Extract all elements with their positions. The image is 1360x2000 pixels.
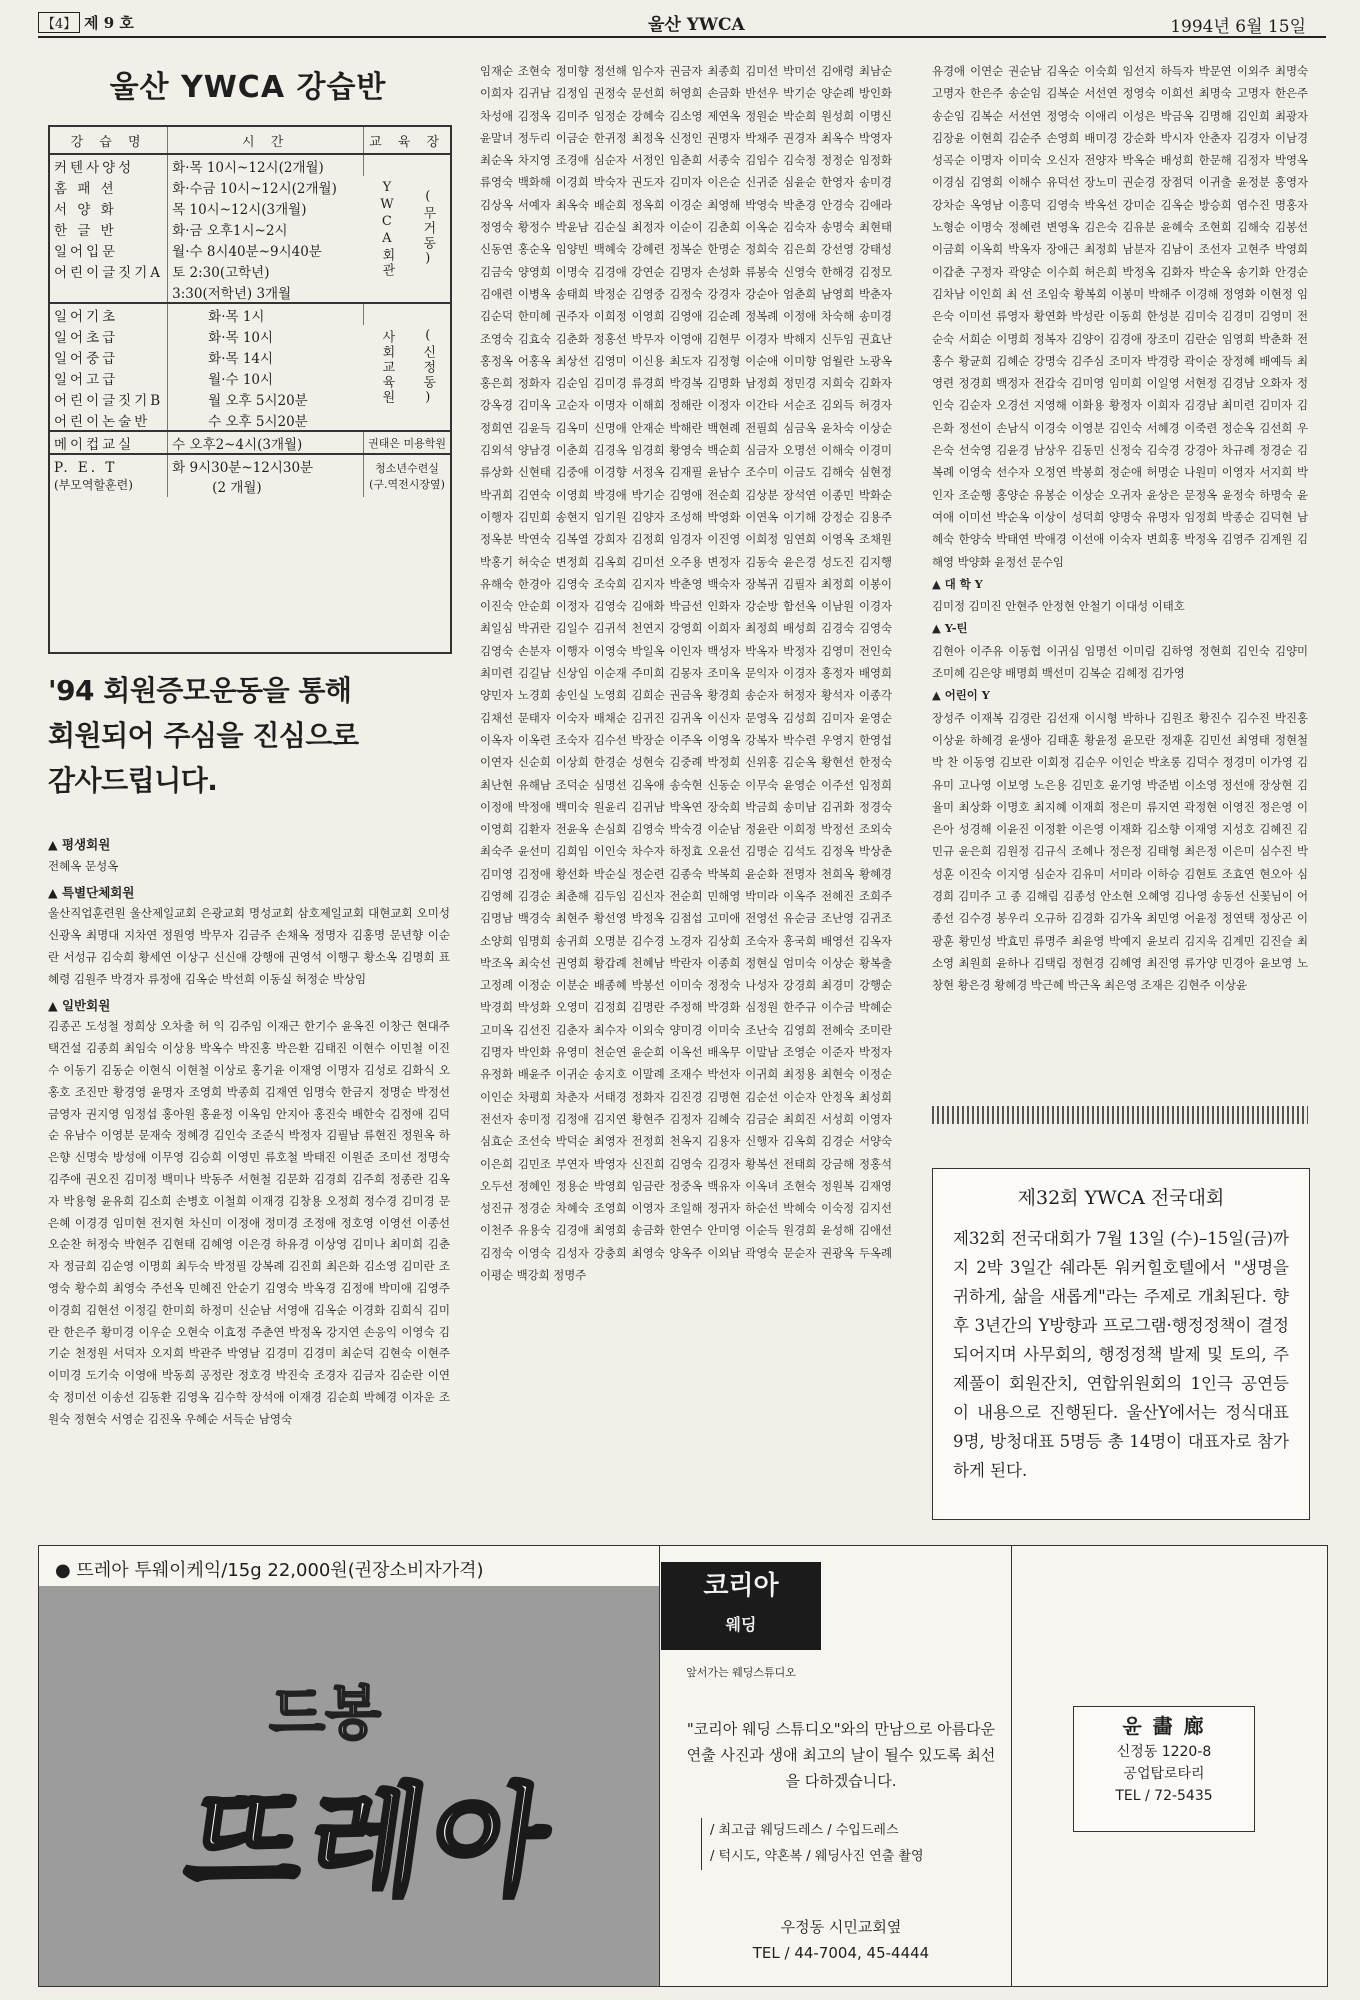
ad-yoon-gallery [1013, 1546, 1327, 1986]
general-label: ▲ 일반회원 [48, 997, 111, 1013]
special-members: 울산직업훈련원 울산제일교회 은광교회 명성교회 삼호제일교회 대현교회 오미성 신광옥 최명대 지차연 정원영 박무자 김금주 손채옥 정명자 김홍명 문년향 이순란 서성규 김숙희 황세연 이상구 신신애 강행애 권영석 이행구 황소옥 김명희 표혜령 김원주 박경자 류정애 김옥순 박선희 이동실 허정순 박상임 [48, 906, 450, 986]
classes-table [50, 127, 450, 497]
class-place-line: (구.역전시장옆) [369, 478, 445, 491]
class-time: 월 오후 5시20분 [208, 392, 308, 409]
drive-heading-line: 회원되어 주심을 진심으로 [48, 719, 359, 752]
class-name-line: P. E. T [54, 459, 118, 476]
gallery-tel: TEL / 72-5435 [1115, 1788, 1213, 1804]
wedding-service-line: / 턱시도, 약혼복 / 웨딩사진 연출 촬영 [710, 1849, 924, 1864]
member-column-1 [48, 830, 450, 1431]
wedding-logo [661, 1562, 821, 1650]
class-time [168, 454, 364, 497]
ad-product-tag: ● 뜨레아 투웨이케익/15g 22,000원(권장소비자가격) [55, 1560, 484, 1581]
teen-label: ▲ Y-틴 [932, 621, 968, 636]
class-time: 화·수금 10시~12시(2개월) [172, 180, 337, 197]
class-name: 일어입문 [50, 239, 168, 260]
class-time-line: (2 개월) [212, 480, 262, 496]
place-ywca-hall: YWCA회관 [379, 179, 395, 278]
class-time: 목 10시~12시(3개월) [172, 201, 307, 218]
wedding-services [701, 1818, 1010, 1870]
issue-number: 제 9 호 [84, 14, 134, 32]
assembly-body: 제32회 전국대회가 7월 13일 (수)–15일(금)까지 2박 3일간 쉐라톤 워커힐호텔에서 "생명을 귀하게, 삶을 새롭게"라는 주제로 개최된다. 향후 3년간의 Y방향과 프로그램·행정정책이 결정 되어지며 사무회의, 행정정책 발제 및 토의, 주제풀이 회원잔치, 연합위원회의 1인극 공연등이 내용으로 진행된다. 울산Y에서는 정식대표 9명, 방청대표 5명등 총 14명이 대표자로 참가하게 된다. [953, 1229, 1289, 1480]
duration-note: 3개월 [256, 285, 292, 302]
class-time: 화·목 10시~12시(2개월) [168, 154, 364, 176]
classes-table-box [48, 125, 452, 654]
member-column-3 [932, 60, 1308, 1100]
class-name: 홈 패 션 [50, 176, 168, 197]
class-name: 메이컵교실 [50, 431, 168, 454]
class-name: 어린이논술반 [50, 409, 168, 431]
class-name: 어린이글짓기B [50, 388, 168, 409]
member-names: 유경애 이연순 권순남 김옥순 이숙희 임선지 하득자 박문연 이외주 최명숙 고명자 한은주 송순임 김복순 서선연 정영숙 이희선 최명숙 고명자 한은주 송순임 김복순 서선연 정영숙 이애리 이성은 박금옥 김명해 김인희 최광자 김장윤 이현희 김순주 손영희 배미경 강순화 박시자 안춘자 김경자 이남경 성곡순 이명자 이미숙 오신자 전양자 박옥순 배성희 한문해 김정자 박영옥 이경심 김영희 이해수 유덕선 장노미 권순경 장점덕 이귀출 윤정분 홍영자 강차순 옥영남 이흥덕 김영숙 박옥선 강미순 김옥순 방승희 염수진 명홍자 노형순 이명숙 정혜련 변영옥 김은숙 김유분 윤혜숙 조현희 김해숙 김봉선 이금희 이옥희 박옥자 장애근 최정희 남분자 김남이 조선자 고현주 박영희 이갑춘 구정자 곽양순 이수희 허은희 박정옥 김화자 박순옥 송기화 안경순 김차남 이인희 최 선 조임숙 황복희 이봉미 박해주 이경해 정영화 이현정 임은숙 이미선 류영자 황연화 박성란 이동희 한성분 김미숙 김경미 김영미 전순숙 서희순 이명희 정복자 김양이 김경애 장조미 김란순 임영희 박춘화 전홍수 황균희 김혜순 강명숙 김주심 조미자 박경랑 곽이순 장정혜 배예득 최영련 정경희 백정자 전갑숙 김미영 임미희 이일영 서현정 김경남 오화자 정인숙 김순자 오경선 지영해 이화용 황정자 이희자 김경남 최미련 김미자 김은화 정선이 손남식 이경숙 이영분 김인숙 서혜경 이죽련 정순옥 김선희 우은숙 선숙영 김윤경 남상우 김동민 신정숙 김숙경 강경아 차규례 정경순 김복례 이영숙 선수자 오정연 박봉희 정순애 허명순 나원미 이영자 서지희 박인자 조순행 홍양순 유봉순 이상순 오귀자 윤상은 문정옥 윤정숙 하명숙 윤여애 이미선 박순옥 이상이 성덕희 양명숙 유명자 임정희 박종순 김덕현 남혜숙 한양숙 박태연 박애경 이선애 이숙자 변희홍 박정옥 김영주 김계원 김해영 박양화 윤정선 문수임 [932, 64, 1308, 569]
page-number: 【4】 [38, 12, 80, 33]
class-time: 월·수 10시 [208, 371, 274, 388]
wedding-logo-text: 코리아 [703, 1571, 779, 1601]
page-header [38, 6, 1326, 38]
classes-title: 울산 YWCA 강습반 [109, 70, 387, 105]
ad-brand-main: 뜨레아 [177, 1771, 564, 1912]
class-time-line: 화 9시30분~12시30분 [172, 460, 314, 476]
class-time: 화·금 오후1시~2시 [172, 222, 288, 239]
kids-members: 장성주 이재복 김경란 김선재 이시형 박하나 김원조 황진수 김수진 박진홍 이상윤 하혜경 윤생아 김태훈 황윤정 윤모란 정재훈 김민선 최영태 정현철 박 찬 이동영 김보란 이회정 김순우 이인순 박초롱 김덕수 정경미 이가영 김유미 고나영 이보영 노은용 김민호 윤기영 박준범 이소영 정선애 장상현 김율미 최상화 이명호 최지혜 이재희 정은미 류지연 곽정현 이영진 정은영 이은아 성경해 이윤진 이정환 이은영 이재화 김소향 이재영 지성호 김혜진 김민규 윤은희 김원정 김규식 조혜나 정은정 김태형 최은정 이은미 심수진 박성훈 이진숙 이지영 심순자 김유미 서미라 이하승 김현토 조효연 현오아 심경희 김미주 고 종 김해림 김종성 안소현 오혜영 김나영 송동선 신꽃님이 어종선 김수경 봉우리 오규하 김경화 김가옥 최민영 어윤정 정연택 정상곤 이광훈 황민성 박효민 류명주 최윤영 박예지 윤보리 김지욱 김계민 김진슬 최소영 최원희 윤하나 김택림 정현경 김혜영 최진영 류가양 민경아 윤보영 노창현 황은경 황혜경 박근혜 박근옥 최은영 조재은 김현주 이상윤 [932, 710, 1308, 993]
class-name: 일어중급 [50, 346, 168, 367]
gallery-card [1073, 1706, 1255, 1832]
class-time-text: 3:30(저학년) [172, 285, 253, 302]
ad-debon-trea [39, 1546, 660, 1986]
ad-brand-top: 드봉 [269, 1679, 382, 1747]
class-name: 일어초급 [50, 325, 168, 346]
member-names: 임재순 조현숙 정미향 정선해 임수자 권금자 최종희 김미선 박미선 김애령 최남순 이희자 김귀남 김정임 권정숙 문선희 허영희 손금화 반선우 박기순 양순례 방인화 차성애 김정옥 김미주 임정순 강혜숙 김소영 제연옥 정원순 박순희 원성희 이명신 윤말녀 정두리 이금순 한귀정 최정옥 신정인 권명자 박채주 권경자 최옥수 박영자 최순옥 차지영 조경애 심순자 서정인 임춘희 서종숙 김임수 김숙정 정정순 임정화 류영숙 백화해 이경희 박숙자 권도자 김미자 이은순 신귀준 심윤순 한영자 송미경 김상옥 서예자 최옥숙 배순희 정옥희 이경순 최영해 박영숙 박춘경 안경숙 김애라 정영숙 황정수 박윤남 김순실 최정자 이순이 김춘희 이옥순 김숙자 송명숙 최현태 신동연 홍순옥 임양빈 백혜숙 강혜련 정복순 한명순 정희숙 김은희 강선영 강태성 김금숙 양영희 이명숙 김경애 강연순 김명자 손성화 류봉숙 신영숙 한해경 김정모 김애련 이병옥 송태희 박정순 김영중 김정숙 강경자 강순아 엄춘희 남영희 박춘자 김순덕 한미혜 권주자 이희정 이영희 김영애 김순례 정복례 이정애 차숙해 송미경 조영숙 김효숙 김춘화 정홍선 박무자 이영애 김현무 이경자 박해지 신두임 권효난 홍정옥 어홍옥 최상선 김영미 이신용 최도자 김정형 이순애 이미향 엄월란 노광옥 홍은희 정화자 김순임 김미경 류경희 박경복 김명화 남정희 정민경 지희숙 김화자 강옥경 김미옥 고순자 이명자 이해희 정해란 이정자 이간타 서순조 김외득 허경자 정희연 김윤득 김옥미 신명애 안재순 박해란 백현례 전필희 심금옥 윤차숙 이상순 김외석 양남경 이춘희 김경옥 임경희 황영숙 백순희 심금자 오명선 이해숙 이경미 류상화 신현태 김중애 이경향 서정옥 김재필 윤남수 조수미 이금도 김해숙 심현정 박귀희 김연숙 이영희 박경애 박기순 김영애 전순희 김상분 장석연 이종민 박화순 이행자 김민희 송현지 임기원 김양자 조성해 박영화 이연옥 이기해 강정순 김용주 정옥분 박연숙 김복열 강희자 김정희 임경자 이진영 이희정 임연희 이영옥 조채원 박홍기 허숙순 변정희 김옥희 김미선 오주용 변정자 김동숙 윤은경 성도진 김지행 유해숙 한경아 김영숙 조숙희 김지자 박춘영 백숙자 장복귀 김필자 최정희 이봉이 이진숙 안순희 이정자 김영숙 김애화 박금선 인화자 강순방 함선옥 이남원 이경자 최일심 박귀란 김일수 김귀석 천연지 강영희 이희자 최정희 배성희 김경숙 김영숙 김영숙 손분자 이행자 이영숙 박일옥 이인자 백성자 박옥자 박정자 김영미 전인숙 최미련 김길남 신상임 이순재 주미희 김몽자 조미옥 문익자 이경자 홍정자 배영희 양민자 노경희 송인실 노영희 김희순 권금옥 황경희 송순자 허정자 황석자 이종각 김채선 문태자 이숙자 배채순 김귀진 김귀옥 이신자 문영옥 김성희 김미자 윤영순 이옥자 이옥련 조숙자 김수선 박장순 이주옥 이영옥 강복자 박수련 우영지 한영섭 이연자 신순희 이상희 한경순 성현숙 김중례 박정희 신위홍 김순옥 황현선 한정숙 최난현 유해남 조덕순 심명선 김옥애 송숙현 신동순 이무숙 윤영순 이주선 임정희 이정애 박정애 백미숙 원윤리 김귀남 박옥연 장숙희 박금희 송미남 김귀화 정경숙 이영희 김환자 전윤옥 손심희 김영숙 박숙경 이순남 정윤란 이희정 박정선 조외숙 최숙주 윤선미 김희임 이인숙 차수자 하정효 오윤선 김명순 김석도 김정옥 박상춘 김미영 김정애 황선화 박순실 정순련 김종숙 박복희 윤순화 전명자 천희옥 황혜경 김영혜 김경순 최춘해 김두임 김신자 전순희 민해영 박미라 이옥주 전혜진 조희주 김명남 백경숙 최현주 황선영 박정옥 김점섭 고미애 전영선 유순금 조난영 김귀조 소양희 임명희 송귀희 오명분 김수경 노경자 김상희 조숙자 홍국희 배영선 김옥자 박조옥 최숙선 권영희 황갑례 천혜남 박란자 이종희 정현실 엄미숙 이상순 황복출 고정례 이정순 이분순 배종혜 박봉선 이미숙 정정숙 나성자 강경희 최경미 강행순 박경희 박성화 오영미 김정희 김명란 주정해 박경화 심정원 한주규 이수금 박혜순 고미옥 김선진 김춘자 최수자 이외숙 양미경 이미숙 조난숙 김영희 전혜숙 조미란 김명자 박인화 유영미 천순연 윤순희 이옥선 배옥무 이말남 조영순 이준자 박정자 유정화 배윤주 이귀순 송지호 이말례 조재수 박선자 이귀희 최정용 최현숙 이정순 이인순 차평희 차춘자 서태경 정화자 김진경 김명현 김순선 이순자 안정옥 최성희 전선자 송미정 김정애 김지연 황현주 김정자 김혜숙 김금순 최희진 서성희 이영자 심효순 조선숙 박덕순 최영자 전정희 천옥지 김용자 신행자 김옥희 김경순 서양숙 이은희 김민조 부연자 박영자 신진희 김영숙 김경자 황복선 전태희 강금해 정홍석 오두선 정혜인 정용순 박영희 임금란 정중옥 백유자 이옥녀 조현숙 정원복 김재영 성진규 정경순 차혜숙 조영희 이영자 조일해 정귀자 하순선 박혜숙 이숙정 김지선 이천주 유용숙 김경애 최영희 송금화 한연수 안미영 이순득 원경희 윤성해 김애선 김정숙 이영숙 김성자 강충희 최영숙 양옥주 이외남 곽영숙 문순자 권광옥 두옥례 이평순 백강희 정명주 [480, 64, 892, 1283]
class-time: 화·목 1시 [168, 303, 364, 325]
national-assembly-box [932, 1168, 1310, 1520]
class-place: 권태은 미용학원 [364, 431, 450, 454]
col-header-time: 시 간 [168, 127, 364, 154]
class-name: 어린이글짓기A [50, 260, 168, 281]
place-note: (신정동) [420, 327, 436, 407]
member-column-2 [480, 60, 892, 1515]
drive-heading-line: 감사드립니다. [48, 764, 218, 797]
class-time: 화·목 10시 [208, 329, 274, 346]
drive-heading [48, 668, 448, 808]
general-members: 김종곤 도성철 정희상 오차출 허 익 김주임 이재근 한기수 윤옥진 이창근 현대주택건설 김종희 최임숙 이상용 박옥수 박진홍 박은환 김태진 이현수 이민철 이진수 이동기 김동순 이현식 이현철 이상로 홍기윤 이재영 이명자 김성로 김화식 오홍호 조진만 황경영 윤명자 조영희 박종희 김재연 임명숙 한금지 정명순 박정선 금영자 권지영 임정섭 홍아원 홍윤정 이옥임 안지아 홍진숙 배한숙 김정애 김덕순 유남수 이영분 문재숙 정혜경 김인숙 조준식 박정자 김필남 류현진 정원옥 하은향 신명숙 방성애 이무영 김승희 이영민 류호철 박태진 이원준 조미선 정명숙 김주애 권오진 김미정 백미나 박동주 서현철 김문화 김경희 김주희 정종란 김옥자 박용형 윤유희 김소희 손병호 이철희 이재경 김창용 오정희 정수경 김미경 문은혜 이경경 임미현 전지현 차신미 이정애 정미경 조정애 정호영 이영선 이종선 오순찬 허정숙 박현주 김현태 김혜영 이은경 하유경 이상영 김미나 최미희 김춘자 정금희 김순영 이명희 최두숙 박정필 강복례 김진희 최은화 김소영 김미란 조영숙 황수희 최영숙 주선옥 민혜진 안순기 김영숙 박옥경 김정애 박미애 김영주 이경희 김현선 이정길 한미희 하정미 신순남 서영애 김옥순 이경화 김희식 김미란 한은주 황미경 이우순 오현숙 이효정 주춘연 박정옥 강지연 손응익 이영숙 김기순 천정원 서덕자 오지희 박관주 박영남 김경미 김경미 최순덕 김현숙 이현주 이미경 도기숙 이영애 박동희 공정란 정호경 박진숙 조경자 김금자 김순란 이연숙 정미선 이송선 김동환 김영옥 김수학 장석애 이재경 김순희 박혜경 이자운 조원숙 정현숙 서영순 김진옥 우혜순 서득순 남영숙 [48, 1019, 450, 1426]
col-header-place: 교 육 장 [364, 127, 450, 154]
class-time [168, 281, 364, 303]
kids-label: ▲ 어린이 Y [932, 688, 990, 703]
class-name: 서 양 화 [50, 197, 168, 218]
issue-date: 1994년 6월 15일 [1170, 17, 1306, 37]
class-name [50, 454, 168, 497]
gallery-address: 신정동 1220-8 [1116, 1744, 1212, 1760]
wedding-message: "코리아 웨딩 스튜디오"와의 만남으로 아름다운 연출 사진과 생애 최고의 날이 될수 있도록 최선을 다하겠습니다. [686, 1720, 996, 1790]
class-name: 일어고급 [50, 367, 168, 388]
special-label: ▲ 특별단체회원 [48, 884, 135, 900]
lifetime-label: ▲ 평생회원 [48, 837, 111, 852]
class-place-line: 청소년수련실 [375, 462, 439, 475]
publication-name: 울산 YWCA [648, 15, 745, 35]
class-name [50, 281, 168, 303]
wedding-logo-sub: 웨딩 [725, 1615, 757, 1634]
gallery-address-2: 공업탑로타리 [1123, 1766, 1205, 1782]
wedding-service-line: / 최고급 웨딩드레스 / 수입드레스 [710, 1823, 899, 1838]
lifetime-members: 전혜옥 문성옥 [48, 858, 119, 873]
class-name: 한 글 반 [50, 218, 168, 239]
class-time: 토 2:30(고학년) [172, 264, 270, 281]
ad-strip [38, 1545, 1328, 1987]
class-name: 커텐사양성 [50, 154, 168, 176]
wedding-address: 우정동 시민교회옆 [780, 1918, 902, 1936]
class-time: 수 오후 5시20분 [208, 413, 308, 430]
class-name: 일어기초 [50, 303, 168, 325]
ad-korea-wedding [661, 1546, 1012, 1986]
wedding-tel: TEL / 44-7004, 45-4444 [752, 1944, 930, 1962]
college-members: 김미정 김미진 안현주 안정현 안철기 이대성 이태호 [932, 599, 1185, 614]
class-time: 월·수 8시40분~9시40분 [172, 243, 322, 260]
class-place [364, 303, 450, 431]
place-note: (무거동) [420, 189, 436, 268]
gallery-name: 윤 畵 廊 [1122, 1714, 1206, 1738]
class-time: 화·목 14시 [208, 350, 274, 367]
col-header-name: 강 습 명 [50, 127, 168, 154]
class-time: 수 오후2~4시(3개월) [168, 431, 364, 454]
teen-members: 김현아 이주유 이동협 이귀심 임명선 이미림 김하영 정현희 김인숙 김양미 조미혜 김은양 배명희 백선미 김복순 김혜정 김가영 [932, 643, 1308, 681]
dashed-divider [932, 1106, 1308, 1124]
place-education-center: 사회교육원 [379, 329, 395, 405]
assembly-title: 제32회 YWCA 전국대회 [1017, 1187, 1225, 1209]
college-label: ▲ 대 학 Y [932, 576, 983, 591]
drive-heading-line: '94 회원증모운동을 통해 [48, 674, 352, 707]
wedding-tagline: 앞서가는 웨딩스튜디오 [686, 1666, 796, 1679]
class-place [364, 154, 450, 303]
wedding-contact [681, 1914, 1001, 1966]
class-place [364, 454, 450, 497]
class-name-line: (부모역할훈련) [54, 477, 133, 492]
